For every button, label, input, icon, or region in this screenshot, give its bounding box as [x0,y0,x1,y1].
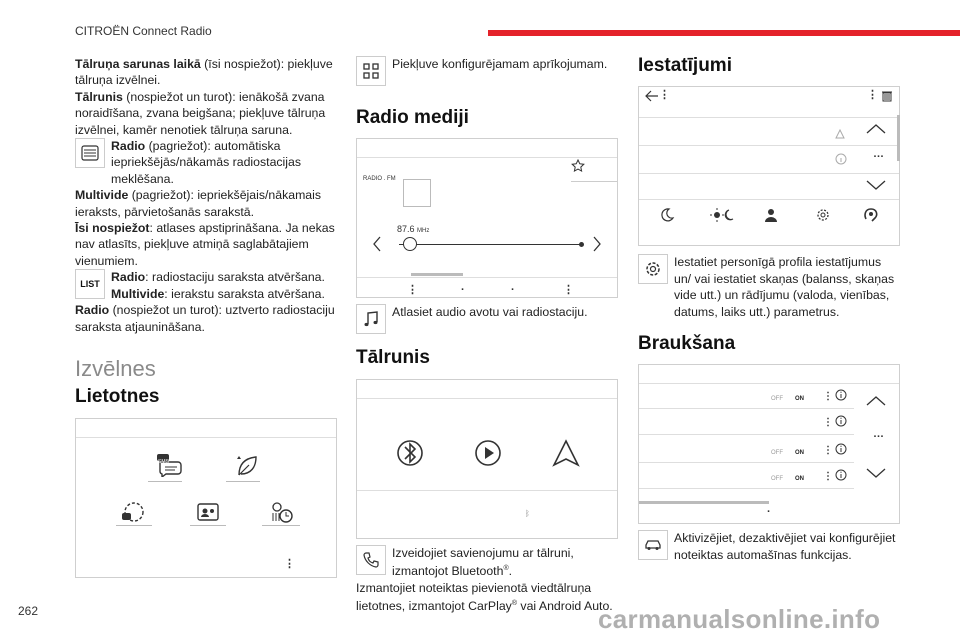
carplay-icon[interactable] [473,438,503,468]
media-heading: Radio mediji [356,107,469,128]
row-divider [639,408,854,409]
toggle-on-label[interactable]: ON [795,476,804,483]
sms-label: SMS [158,458,169,465]
driving-more[interactable]: … [873,428,884,441]
settings-gear-icon[interactable] [815,207,833,223]
list-long-text: (nospiežot un turot): uztverto radiostaciju saraksta atjaunināšana. [75,303,335,334]
column-middle [356,56,618,615]
gear-icon [638,254,668,284]
multimedia-bold: Multivide [75,188,129,203]
driving-feature-row[interactable] [639,469,854,495]
toggle-off-label[interactable]: OFF [771,476,783,483]
row-options-icon[interactable]: ⋮ [823,391,833,403]
phone-text-2a: Izmantojiet noteiktas pievienotā viedtālruņa lietotnes, izmantojot CarPlay [356,580,592,614]
apps-row [356,56,618,86]
toggle-off-label[interactable]: OFF [771,396,783,403]
watermark: carmanualsonline.info [598,604,881,634]
phone-text: (nospiežot un turot): ienākošā zvana noraidīšana, zvana beigšana; piekļuve tālruņa izvēlnei, kamēr nenotiek tālruņa saruna. [75,89,326,137]
row-info-icon[interactable] [835,469,847,481]
car-icon [638,530,668,560]
audio-settings-icon[interactable] [863,207,879,223]
column-left [75,56,337,578]
radio-source-icon[interactable]: · [461,284,465,297]
phone-screen [356,379,618,539]
frequency-unit: MHz [417,228,430,235]
night-mode-icon[interactable] [659,207,675,223]
radio-band-label: RADIO . FM [363,176,396,183]
settings-scrollbar[interactable] [897,115,900,161]
multimedia-text: (pagriežot): iepriekšējais/nākamais ieraksts, pārvietošanās sarakstā. [75,188,322,219]
contacts-card-icon [196,501,220,523]
connected-services-icon [120,499,146,525]
row-divider [639,434,854,435]
settings-more[interactable]: … [873,148,884,161]
music-note-icon [356,304,386,334]
settings-menu-right[interactable]: ⋮ [867,89,878,102]
phone-text-1-end: . [508,564,513,579]
phone-sup-1: ® [503,565,509,573]
column-right [638,56,900,563]
scroll-up-icon[interactable] [865,123,887,135]
row-info-icon[interactable] [835,443,847,455]
apps-heading: Lietotnes [75,386,160,408]
driving-feature-row[interactable] [639,415,854,441]
driving-screen [638,364,900,524]
settings-heading: Iestatījumi [638,55,732,76]
driving-scroll-up-icon[interactable] [865,395,887,407]
row-options-icon[interactable]: ⋮ [823,445,833,457]
radio-bold: Radio [111,139,146,154]
android-auto-icon[interactable] [551,438,581,468]
phone-sup-2: ® [511,600,518,608]
apps-screen [75,418,337,578]
settings-screen [638,86,900,246]
phone-call-bold: Tālruņa sarunas laikā [75,57,201,71]
driving-feature-row[interactable] [639,389,854,415]
phone-bold: Tālrunis [75,89,123,104]
short-press-bold: Īsi nospiežot [75,221,150,236]
scroll-down-icon[interactable] [865,179,887,191]
short-press-text: : atlases apstiprināšana. Ja nekas nav atlasīts, piekļuve atmiņā saglabātajiem vienumiem. [75,221,335,268]
apps-description: Piekļuve konfigurējamam aprīkojumam. [392,57,608,71]
header-title: CITROËN Connect Radio [75,24,212,38]
more-options-icon[interactable]: ⋮ [284,557,295,570]
media-row [356,304,618,334]
toggle-off-label[interactable]: OFF [771,450,783,457]
bluetooth-icon[interactable] [393,436,427,470]
menus-heading: Izvēlnes [75,355,156,381]
list-icon: LIST [75,269,105,299]
radio-options-icon[interactable]: ⋮ [563,284,574,297]
list-multimedia-text: : ierakstu saraksta atvēršana. [164,286,325,301]
radio-screen [356,138,618,298]
frequency-value: 87.6 [397,224,415,235]
header-accent-bar [488,30,960,36]
station-logo-placeholder [403,179,431,207]
phone-text-1: Izveidojiet savienojumu ar tālruni, izmantojot Bluetooth [392,545,574,579]
row-options-icon[interactable]: ⋮ [823,417,833,429]
phone-icon [356,545,386,575]
driving-row [638,530,900,563]
apps-grid-icon [356,56,386,86]
radio-text: (pagriežot): automātiska iepriekšējās/nākamās radiostacijas meklēšana. [111,139,302,186]
settings-description: Iestatiet personīgā profila iestatījumus un/ vai iestatiet skaņas (balanss, skaņas vide utt.) un rādījumu (valoda, vienības, datums, laiks utt.) parametrus. [674,255,895,319]
driving-scroll-down-icon[interactable] [865,467,887,479]
climate-timer-icon [268,499,294,525]
driving-heading: Braukšana [638,333,736,355]
row-divider [639,462,854,463]
row-info-icon[interactable] [835,389,847,401]
list-long-bold: Radio [75,303,110,318]
phone-heading: Tālrunis [356,347,430,369]
brightness-icon[interactable] [709,207,735,223]
toggle-on-label[interactable]: ON [795,396,804,403]
trash-icon[interactable] [881,90,893,102]
list-row [75,269,337,302]
frequency-slider-end [579,242,584,247]
eco-leaf-icon [234,453,260,479]
frequency-slider[interactable] [399,244,581,245]
bluetooth-status-icon: ᛒ [525,508,530,518]
phone-call-text: (īsi nospiežot): piekļuve tālruņa izvēlnei. [75,57,333,88]
phone-text-2b: vai Android Auto. [517,599,613,614]
radio-menu-icon[interactable]: ⋮ [407,284,418,297]
seek-forward-icon[interactable] [591,235,603,253]
frequency-slider-handle[interactable] [403,237,417,251]
radio-band-icon[interactable]: · [511,284,515,297]
seek-back-icon[interactable] [371,235,383,253]
list-multimedia-bold: Multivide [111,286,165,301]
list-radio-text: : radiostaciju saraksta atvēršana. [145,270,325,285]
driving-description: Aktivizējiet, dezaktivējiet vai konfigurējiet noteiktas automašīnas funkcijas. [674,531,896,562]
info-icon [835,153,847,165]
favorite-star-icon[interactable] [571,159,585,173]
driving-page-dot: · [767,506,771,519]
media-description: Atlasiet audio avotu vai radiostaciju. [392,305,588,320]
driving-feature-row[interactable] [639,443,854,469]
row-info-icon[interactable] [835,415,847,427]
profile-icon[interactable] [763,207,779,223]
radio-list-icon [75,138,105,168]
list-radio-bold: Radio [111,270,146,285]
row-options-icon[interactable]: ⋮ [823,471,833,483]
settings-menu-left[interactable]: ⋮ [659,89,670,102]
toggle-on-label[interactable]: ON [795,450,804,457]
phone-row [356,545,618,580]
warning-icon [835,127,845,137]
row-divider [639,488,854,489]
settings-row [638,254,900,320]
page-number: 262 [18,604,39,618]
radio-row [75,138,337,187]
